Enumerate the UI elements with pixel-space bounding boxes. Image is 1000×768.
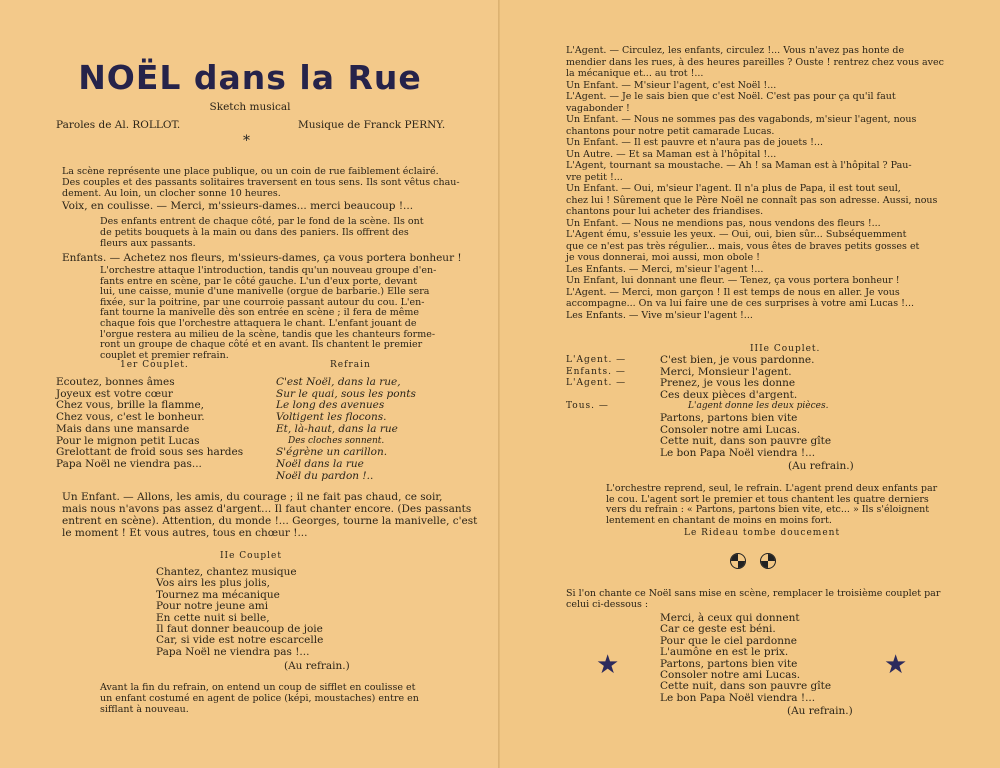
verse-line: Vos airs les plus jolis, (156, 577, 270, 590)
dialogue-line: mendier dans les rues, à des heures pareilles ? Ouste ! rentrez chez vous avec (566, 56, 944, 68)
dialogue-line: Un Enfant. — M'sieur l'agent, c'est Noël !... (566, 79, 777, 91)
verse-line: Le long des avenues (276, 399, 385, 412)
verse-line: Partons, partons bien vite (660, 412, 798, 424)
stage-line: sifflant à nouveau. (100, 704, 189, 715)
dialogue-line: la mécanique et... au trot !... (566, 68, 704, 79)
dialogue-line: chantons pour notre petit camarade Lucas. (566, 125, 775, 137)
stage-line: L'orchestre reprend, seul, le refrain. L'agent prend deux enfants par (606, 483, 938, 494)
speaker-label: Tous. — (566, 401, 609, 412)
verse-line: Pour le mignon petit Lucas (56, 434, 200, 447)
right-page (500, 0, 1000, 768)
verse-line: L'aumône en est le prix. (660, 646, 789, 659)
verse-line: Grelottant de froid sous ses hardes (56, 446, 244, 459)
dialogue-line: je vous donnerai, moi aussi, mon obole ! (566, 252, 760, 263)
dialogue-line: Un Enfant. — Oui, m'sieur l'agent. Il n'a plus de Papa, il est tout seul, (566, 183, 901, 194)
verse-line: Le bon Papa Noël viendra !... (660, 446, 816, 459)
dialogue-line: que ce n'est pas très régulier... mais, vous êtes de braves petits gosses et (566, 240, 920, 252)
asterisk-ornament: * (243, 133, 250, 149)
dialogue-line: mais nous n'avons pas assez d'argent... Il faut chanter encore. (Des passants (62, 503, 472, 515)
dialogue-line: Les Enfants. — Vive m'sieur l'agent !... (566, 309, 753, 321)
dialogue-line: chantons pour lui acheter des friandises. (566, 206, 764, 217)
verse-line: Chez vous, c'est le bonheur. (56, 411, 205, 424)
speaker-label: L'Agent. — (566, 355, 627, 365)
dialogue-line: L'Agent. — Je le sais bien que c'est Noël. C'est pas pour ça qu'il faut (566, 91, 896, 102)
verse-line: Voltigent les flocons. (276, 411, 387, 424)
stage-line: fixée, sur la poitrine, par une courroie passant autour du cou. L'en- (100, 296, 425, 308)
stage-line: fant tourne la manivelle dès son entrée en scène ; il fera de même (100, 307, 420, 319)
dialogue-line: Un Enfant. — Nous ne mendions pas, nous vendons des fleurs !... (566, 217, 881, 229)
au-refrain-left: (Au refrain.) (284, 660, 350, 672)
dialogue-line: L'Agent. — Merci, mon garçon ! Il est temps de nous en aller. Je vous (566, 286, 900, 298)
star-icon: ★ (596, 650, 620, 680)
couplet2-title: IIe Couplet (220, 551, 282, 561)
dialogue-line: vagabonder ! (566, 102, 630, 114)
dialogue-line: Un Enfant, lui donnant une fleur. — Tenez, ça vous portera bonheur ! (566, 275, 900, 286)
verse-line: Consoler notre ami Lucas. (660, 669, 801, 681)
dialogue-line: le moment ! Et vous autres, tous en chœur !... (62, 527, 308, 539)
intro-line: Des couples et des passants solitaires traversent en tous sens. Ils sont vêtus chau- (62, 177, 460, 188)
verse-line: Chez vous, brille la flamme, (56, 399, 205, 412)
verse-line: Pour notre jeune ami (156, 600, 269, 613)
stage-line: le cou. L'agent sort le premier et tous chantent les quatre derniers (606, 493, 929, 505)
verse-line: Partons, partons bien vite (660, 657, 798, 670)
dialogue-line: entrent en scène). Attention, du monde !... Georges, tourne la manivelle, c'est (62, 515, 478, 527)
verse-line: Sur le quai, sous les ponts (276, 387, 416, 400)
verse-line: Le bon Papa Noël viendra !... (660, 691, 816, 704)
note-line: Si l'on chante ce Noël sans mise en scène, remplacer le troisième couplet par (566, 588, 941, 599)
dialogue-line: accompagne... On va lui faire une de ces surprises à votre ami Lucas !... (566, 298, 914, 309)
verse-line: Des cloches sonnent. (288, 435, 385, 446)
lyrics-credit: Paroles de Al. ROLLOT. (56, 119, 181, 131)
verse-line: Car, si vide est notre escarcelle (156, 634, 324, 647)
moon-phase-icon (730, 553, 746, 569)
verse-line: Pour que le ciel pardonne (660, 634, 797, 647)
dialogue-line: Les Enfants. — Merci, m'sieur l'agent !... (566, 263, 764, 275)
stage-line: Des enfants entrent de chaque côté, par le fond de la scène. Ils ont (100, 216, 424, 227)
verse-line: L'agent donne les deux pièces. (688, 401, 829, 412)
dialogue-line: Un Enfant. — Allons, les amis, du courage ; il ne fait pas chaud, ce soir, (62, 491, 443, 503)
dialogue-line: L'Agent, tournant sa moustache. — Ah ! sa Maman est à l'hôpital ? Pau- (566, 160, 912, 171)
stage-line: Avant la fin du refrain, on entend un coup de sifflet en coulisse et (100, 682, 416, 693)
verse-line: Ecoutez, bonnes âmes (56, 376, 175, 388)
stage-line: fleurs aux passants. (100, 238, 196, 249)
stage-line: couplet et premier refrain. (100, 349, 229, 361)
page-title: NOËL dans la Rue (78, 58, 422, 97)
verse-line: Joyeux est votre cœur (56, 387, 173, 400)
dialogue-line: L'Agent. — Circulez, les enfants, circulez !... Vous n'avez pas honte de (566, 45, 905, 56)
verse-line: Papa Noël ne viendra pas... (56, 457, 202, 470)
verse-line: Mais dans une mansarde (56, 422, 190, 435)
verse-line: Prenez, je vous les donne (660, 377, 796, 390)
verse-line: Noël du pardon !.. (276, 469, 374, 482)
dialogue-line: Un Enfant. — Il est pauvre et n'aura pas de jouets !... (566, 137, 823, 148)
speaker-label: Enfants. — (566, 366, 626, 377)
stage-line: L'orchestre attaque l'introduction, tandis qu'un nouveau groupe d'en- (100, 265, 437, 276)
verse-line: En cette nuit si belle, (156, 611, 270, 624)
au-refrain-right-1: (Au refrain.) (788, 460, 854, 472)
dialogue-line: chez lui ! Sûrement que le Père Noël ne connaît pas son adresse. Aussi, nous (566, 194, 938, 206)
verse-line: Papa Noël ne viendra pas !... (156, 645, 310, 658)
moon-phase-icon (760, 553, 776, 569)
stage-line: vers du refrain : « Partons, partons bien vite, etc... » Ils s'éloignent (606, 504, 930, 515)
couplet3-title: IIIe Couplet. (750, 344, 821, 354)
star-icon: ★ (884, 650, 908, 680)
subtitle: Sketch musical (209, 101, 291, 113)
dialogue-line: vre petit !... (566, 171, 623, 183)
verse-line: Tournez ma mécanique (156, 588, 280, 601)
refrain-title: Refrain (330, 360, 371, 370)
dialogue-line: Un Autre. — Et sa Maman est à l'hôpital !... (566, 148, 777, 160)
stage-line: un enfant costumé en agent de police (képi, moustaches) entre en (100, 693, 419, 704)
couplet1-title: 1er Couplet. (120, 360, 189, 370)
verse-line: C'est bien, je vous pardonne. (660, 354, 815, 366)
intro-line: La scène représente une place publique, ou un coin de rue faiblement éclairé. (62, 166, 439, 177)
verse-line: Et, là-haut, dans la rue (276, 422, 398, 435)
verse-line: Merci, à ceux qui donnent (660, 612, 800, 624)
speaker-label: L'Agent. — (566, 378, 627, 389)
stage-line: ront un groupe de chaque côté et en avant. Ils chantent le premier (100, 339, 423, 351)
verse-line: Ces deux pièces d'argent. (660, 388, 798, 401)
stage-line: lui, une caisse, munie d'une manivelle (orgue de barbarie.) Elle sera (100, 286, 430, 298)
verse-line: Noël dans la rue (276, 457, 364, 470)
note-line: celui ci-dessous : (566, 599, 649, 610)
dialogue-line: Un Enfant. — Nous ne sommes pas des vagabonds, m'sieur l'agent, nous (566, 114, 917, 125)
verse-line: Cette nuit, dans son pauvre gîte (660, 680, 832, 693)
voix-line: Voix, en coulisse. — Merci, m'ssieurs-dames... merci beaucoup !... (62, 200, 414, 212)
verse-line: Merci, Monsieur l'agent. (660, 365, 792, 378)
verse-line: Consoler notre ami Lucas. (660, 423, 801, 436)
stage-line: fants entre en scène, par le côté gauche. L'un d'eux porte, devant (100, 275, 418, 287)
dialogue-line: L'Agent ému, s'essuie les yeux. — Oui, oui, bien sûr... Subséquemment (566, 229, 907, 240)
verse-line: Il faut donner beaucoup de joie (156, 623, 323, 635)
verse-line: Chantez, chantez musique (156, 566, 297, 578)
music-credit: Musique de Franck PERNY. (298, 119, 446, 131)
curtain-line: Le Rideau tombe doucement (684, 528, 841, 538)
au-refrain-right-2: (Au refrain.) (787, 705, 853, 717)
stage-line: lentement en chantant de moins en moins fort. (606, 514, 832, 526)
intro-line: dement. Au loin, un clocher sonne 10 heures. (62, 188, 281, 199)
stage-line: l'orgue restera au milieu de la scène, tandis que les chanteurs forme- (100, 328, 436, 340)
verse-line: Car ce geste est béni. (660, 623, 776, 636)
stage-line: de petits bouquets à la main ou dans des paniers. Ils offrent des (100, 227, 409, 238)
stage-line: chaque fois que l'orchestre attaquera le chant. L'enfant jouant de (100, 318, 417, 329)
verse-line: S'égrène un carillon. (276, 446, 388, 459)
verse-line: Cette nuit, dans son pauvre gîte (660, 435, 832, 448)
verse-line: C'est Noël, dans la rue, (276, 376, 401, 388)
enfants-line: Enfants. — Achetez nos fleurs, m'ssieurs-dames, ça vous portera bonheur ! (62, 252, 462, 264)
